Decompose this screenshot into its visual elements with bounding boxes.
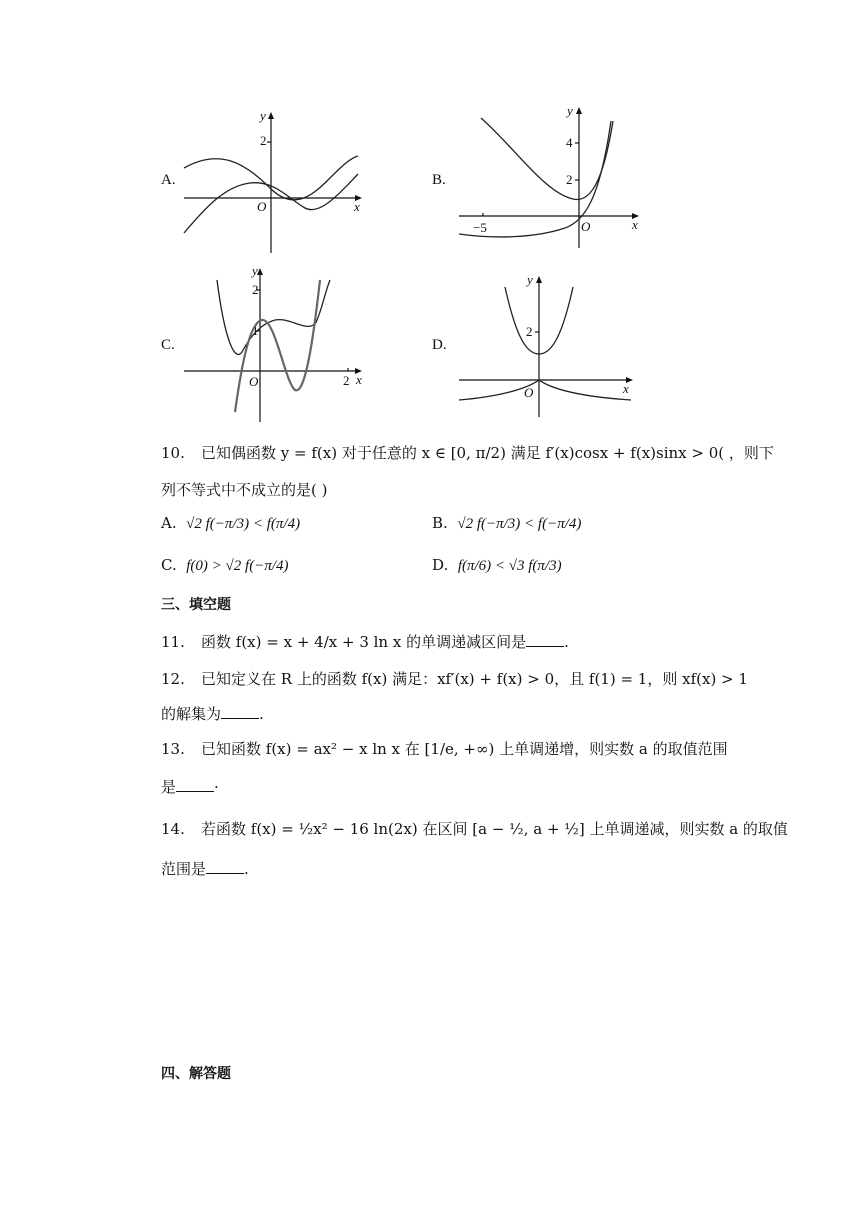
q11: 11. 函数 f(x) = x + 4/x + 3 ln x 的单调递减区间是 . [161, 633, 569, 651]
y-label: y [567, 103, 573, 118]
x-label: x [623, 381, 629, 396]
origin-label: O [249, 374, 259, 389]
option-b-label: B. [432, 172, 446, 188]
q14-text-1: 若函数 f(x) = ½x² − 16 ln(2x) 在区间 [a − ½, a + ½] 上单调递减，则实数 a 的取值 [201, 820, 788, 838]
question-number: 11. [161, 633, 185, 651]
figure-d [455, 272, 655, 426]
tick-label: 2 [252, 282, 259, 297]
answer-blank [526, 634, 564, 647]
y-label: y [260, 108, 266, 123]
q10-text-1: 已知偶函数 y = f(x) 对于任意的 x ∈ [0, π/2) 满足 f′(x)cosx + f(x)sinx > 0( ，则下 [201, 444, 774, 462]
origin-label: O [257, 199, 267, 214]
option-label: A. [161, 514, 177, 532]
tick-label: 2 [566, 172, 573, 187]
curve-1 [481, 118, 613, 199]
tick-label: −5 [473, 220, 487, 235]
answer-blank [206, 861, 244, 874]
q12-line1 [161, 668, 748, 689]
question-number: 13. [161, 740, 185, 758]
option-text: f(π/6) < √3 f(π/3) [457, 558, 562, 574]
q10-option-b [432, 514, 581, 533]
figure-a [180, 108, 370, 262]
figure-c [180, 262, 380, 431]
origin-label: O [581, 219, 591, 234]
tick-label: 2 [260, 133, 267, 148]
tick-label: 2 [526, 324, 533, 339]
section-title: 四、解答题 [161, 1066, 231, 1082]
q13-text-1: 已知函数 f(x) = ax² − x ln x 在 [1/e, +∞) 上单调递增，则实数 a 的取值范围 [201, 740, 728, 758]
y-label: y [252, 263, 258, 278]
question-number: 10. [161, 444, 185, 462]
option-text: √2 f(−π/3) < f(π/4) [186, 516, 301, 532]
curve-2 [235, 280, 320, 412]
q10-option-d [432, 556, 562, 575]
x-label: x [632, 217, 638, 232]
q14-line1 [161, 818, 788, 839]
q13-line1 [161, 738, 728, 759]
q14-line2: 范围是 . [161, 860, 249, 878]
y-label: y [527, 272, 533, 287]
q11-text: 函数 f(x) = x + 4/x + 3 ln x 的单调递减区间是 [201, 633, 527, 651]
q10-line2: 列不等式中不成立的是( ) [161, 481, 328, 499]
question-number: 12. [161, 670, 185, 688]
option-c-label: C. [161, 337, 175, 353]
q12-line2: 的解集为 . [161, 705, 264, 723]
option-label: C. [161, 556, 177, 574]
tick-label: 4 [566, 135, 573, 150]
option-d-label: D. [432, 337, 447, 353]
figure-b [455, 103, 655, 257]
option-text: √2 f(−π/3) < f(−π/4) [457, 516, 582, 532]
answer-blank [176, 779, 214, 792]
q10-option-a [161, 514, 300, 533]
q12-text-1: 已知定义在 R 上的函数 f(x) 满足：xf′(x) + f(x) > 0，且 f(1) = 1，则 xf(x) > 1 [201, 670, 748, 688]
curve-2 [459, 380, 631, 400]
option-text: f(0) > √2 f(−π/4) [186, 558, 289, 574]
curve-1 [217, 280, 330, 354]
origin-label: O [524, 385, 534, 400]
option-label: D. [432, 556, 449, 574]
option-a-label: A. [161, 172, 176, 188]
tick-label: 2 [343, 373, 350, 388]
section-title: 三、填空题 [161, 597, 231, 613]
q10-line1 [161, 442, 774, 463]
q10-option-c [161, 556, 289, 575]
q13-line2: 是 · [161, 778, 219, 796]
x-label: x [356, 372, 362, 387]
x-label: x [354, 199, 360, 214]
answer-blank [221, 706, 259, 719]
question-number: 14. [161, 820, 185, 838]
tick-label: 1 [252, 323, 259, 338]
option-label: B. [432, 514, 448, 532]
